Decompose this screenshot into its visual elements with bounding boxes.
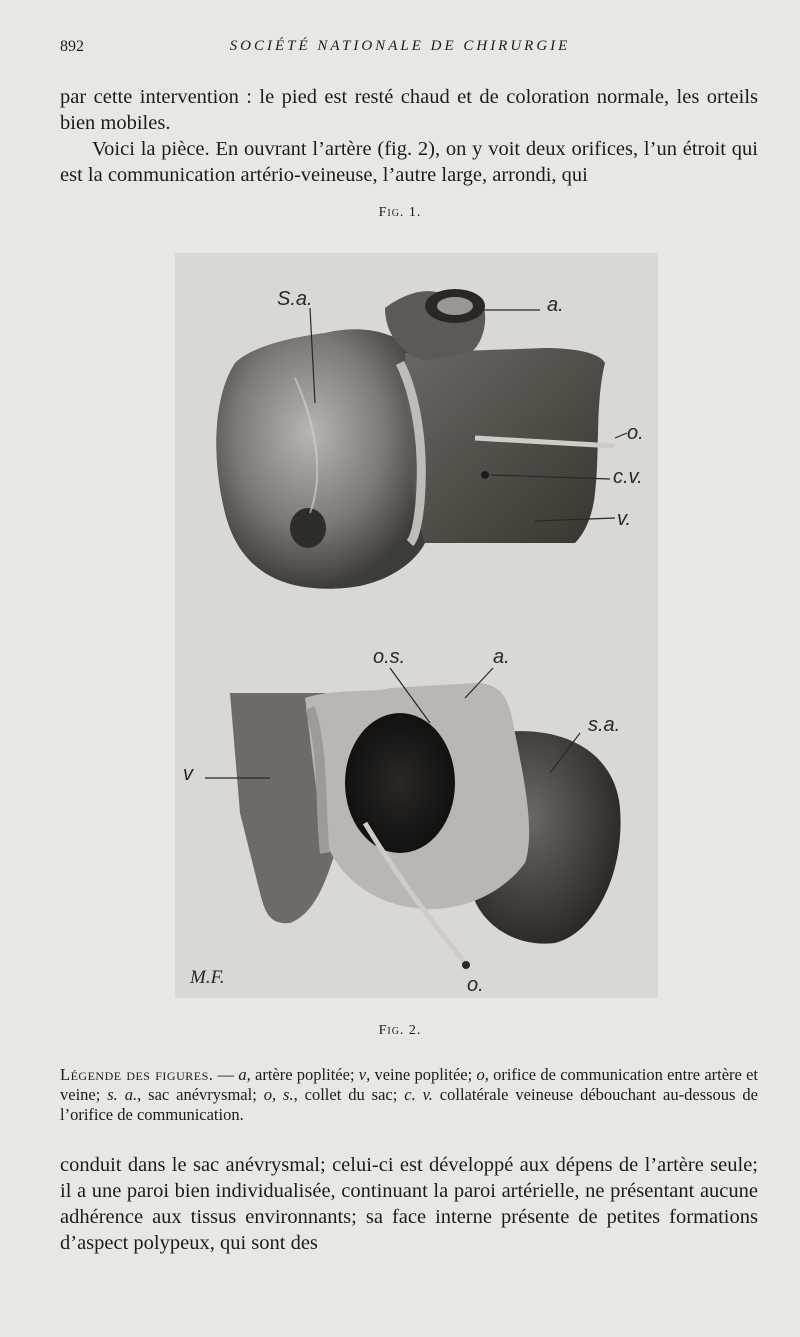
legend-key-os: o, s.	[263, 1085, 294, 1104]
paragraph-1: par cette intervention : le pied est resté chaud et de coloration normale, les orteils bien mobiles.	[60, 86, 758, 134]
figure-legend	[60, 1065, 758, 1125]
fig2-label-o: o.	[467, 974, 484, 996]
legend-key-o: o	[476, 1065, 485, 1084]
fig1-label-sa: S.a.	[277, 288, 313, 310]
fig1-label-cv: c.v.	[613, 466, 643, 488]
running-head: SOCIÉTÉ NATIONALE DE CHIRURGIE	[229, 38, 571, 54]
legend-key-sa: s. a.	[107, 1085, 138, 1104]
legend-lead: Légende des figures.	[60, 1065, 214, 1084]
legend-text-v: , veine poplitée;	[366, 1065, 477, 1084]
legend-text-os: , collet du sac;	[293, 1085, 405, 1104]
anatomical-plate	[175, 253, 658, 998]
artist-signature: M.F.	[190, 967, 225, 988]
fig2-label-v: v	[183, 763, 193, 785]
fig2-caption: Fig. 2.	[378, 1023, 422, 1038]
fig2-label-a: a.	[493, 646, 510, 668]
fig1-label-a: a.	[547, 294, 564, 316]
legend-key-a: a	[238, 1065, 247, 1084]
legend-dash: —	[213, 1065, 239, 1084]
legend-text-a: , artère poplitée;	[246, 1065, 359, 1084]
fig1-label-v: v.	[617, 508, 632, 530]
legend-key-v: v	[358, 1065, 367, 1084]
fig1-label-o: o.	[627, 422, 644, 444]
legend-text-sa: , sac anévrysmal;	[137, 1085, 264, 1104]
fig1-caption: Fig. 1.	[378, 205, 422, 220]
paragraph-2: Voici la pièce. En ouvrant l’artère (fig. 2), on y voit deux orifices, l’un étroit qui est la communication artério-veineuse, l’autre large, arrondi, qui	[60, 138, 758, 186]
legend-key-cv: c. v.	[404, 1085, 433, 1104]
fig2-label-os: o.s.	[373, 646, 406, 668]
fig2-label-sa: s.a.	[588, 714, 621, 736]
paragraph-3: conduit dans le sac anévrysmal; celui-ci est développé aux dépens de l’artère seule; il a une paroi bien individualisée, continuant la paroi artérielle, ne présentant aucune adhérence aux tissus environnants; sa face interne présente de petites formations d’aspect polypeux, qui sont des	[60, 1154, 758, 1254]
legend-text-o: , orifice de communication entre artère et veine;	[60, 1065, 759, 1104]
page-number: 892	[60, 38, 84, 55]
legend-text-cv: collatérale veineuse débouchant au-dessous de l’orifice de communication.	[60, 1085, 758, 1124]
